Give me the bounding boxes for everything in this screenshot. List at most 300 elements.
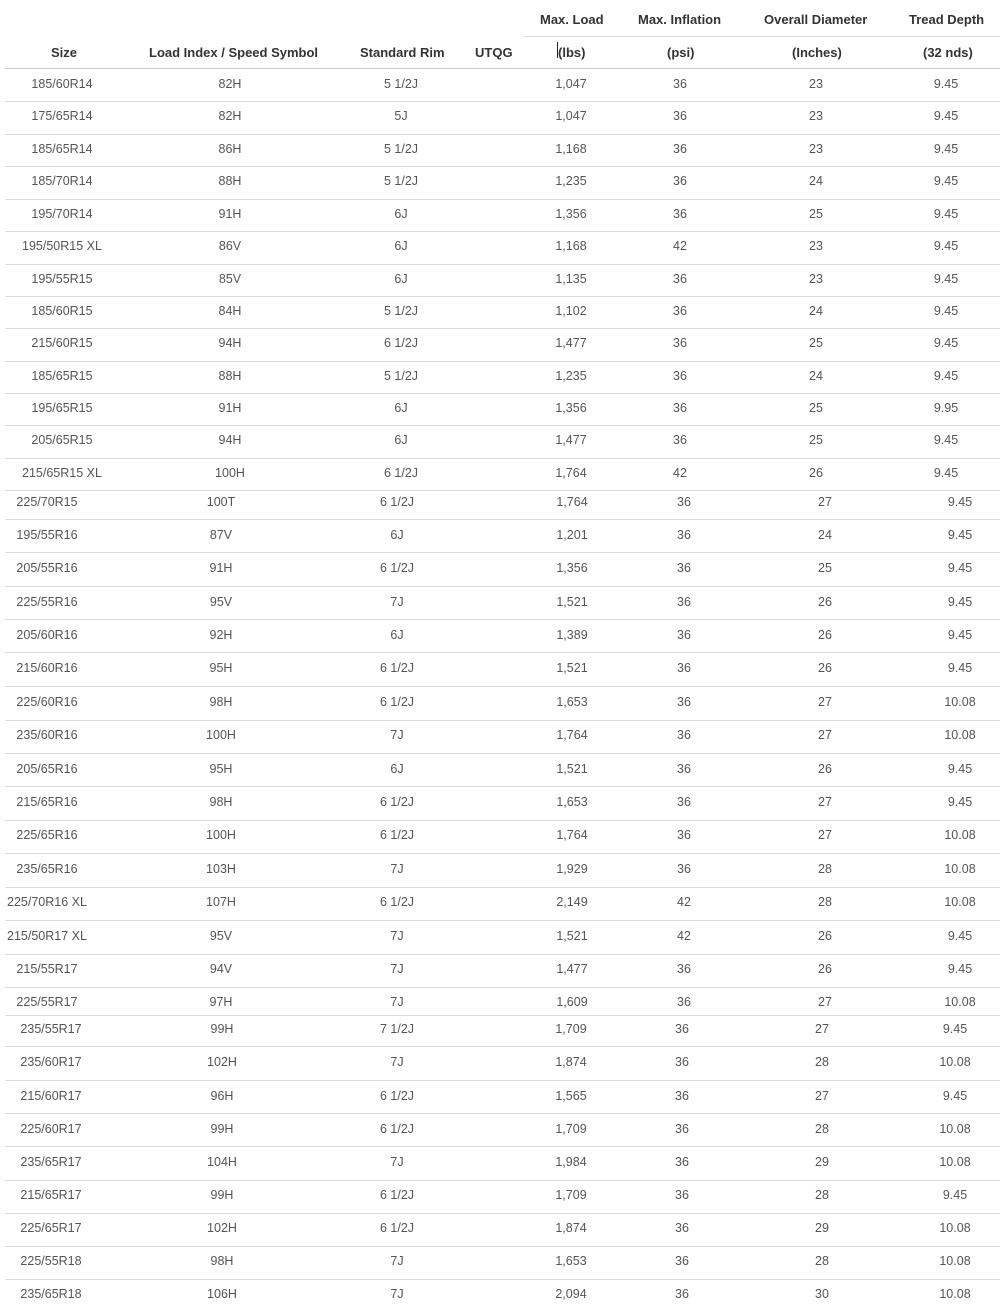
cell-diameter: 29: [815, 1221, 829, 1235]
cell-max-load: 1,477: [555, 336, 587, 350]
cell-max-load: 2,149: [556, 895, 588, 909]
cell-tread-depth: 9.45: [947, 528, 973, 542]
cell-load-index: 95V: [209, 595, 233, 609]
row-divider: [5, 1015, 1000, 1016]
cell-size: 225/55R18: [20, 1254, 82, 1268]
row-divider: [5, 954, 1000, 955]
cell-rim: 6J: [390, 628, 404, 642]
cell-max-load: 1,521: [556, 595, 588, 609]
cell-tread-depth: 9.45: [933, 109, 959, 123]
cell-max-load: 1,356: [555, 401, 587, 415]
cell-tread-depth: 9.45: [933, 433, 959, 447]
cell-diameter: 27: [818, 728, 832, 742]
cell-diameter: 28: [815, 1055, 829, 1069]
cell-max-inflation: 36: [677, 628, 691, 642]
cell-diameter: 26: [818, 929, 832, 943]
cell-rim: 6 1/2J: [379, 661, 415, 675]
cell-load-index: 99H: [210, 1022, 234, 1036]
row-divider: [5, 786, 1000, 787]
cell-max-inflation: 36: [673, 304, 687, 318]
cell-size: 215/60R16: [16, 661, 78, 675]
cell-rim: 5 1/2J: [383, 174, 419, 188]
cell-load-index: 94H: [218, 433, 242, 447]
cell-diameter: 28: [818, 895, 832, 909]
cell-max-inflation: 36: [675, 1155, 689, 1169]
cell-tread-depth: 10.08: [944, 862, 976, 876]
cell-max-load: 2,094: [555, 1287, 587, 1301]
cell-tread-depth: 9.45: [947, 561, 973, 575]
cell-size: 235/60R17: [20, 1055, 82, 1069]
cell-tread-depth: 9.95: [933, 401, 959, 415]
header-utqg: UTQG: [475, 45, 513, 60]
row-divider: [5, 1279, 1000, 1280]
cell-rim: 7J: [390, 862, 404, 876]
cell-size: 195/70R14: [31, 207, 93, 221]
cell-max-inflation: 36: [677, 728, 691, 742]
cell-max-inflation: 36: [677, 962, 691, 976]
cell-load-index: 103H: [206, 862, 236, 876]
row-divider: [5, 1080, 1000, 1081]
cell-tread-depth: 9.45: [933, 77, 959, 91]
cell-max-load: 1,047: [555, 77, 587, 91]
cell-max-load: 1,102: [555, 304, 587, 318]
cell-size: 195/55R15: [31, 272, 93, 286]
cell-max-inflation: 36: [673, 369, 687, 383]
cell-rim: 5 1/2J: [383, 304, 419, 318]
cell-max-load: 1,764: [556, 728, 588, 742]
cell-rim: 6J: [390, 762, 404, 776]
cell-load-index: 91H: [218, 401, 242, 415]
row-divider: [5, 199, 1000, 200]
cell-load-index: 95H: [209, 762, 233, 776]
cell-size: 175/65R14: [31, 109, 93, 123]
cell-rim: 6 1/2J: [379, 795, 415, 809]
header-overall-diameter-unit: (Inches): [792, 45, 842, 60]
cell-rim: 6 1/2J: [379, 1122, 415, 1136]
cell-diameter: 23: [809, 272, 823, 286]
cell-max-load: 1,709: [555, 1022, 587, 1036]
cell-tread-depth: 9.45: [947, 628, 973, 642]
row-divider: [5, 586, 1000, 587]
cell-diameter: 25: [818, 561, 832, 575]
cell-load-index: 107H: [206, 895, 236, 909]
cell-load-index: 99H: [210, 1188, 234, 1202]
cell-size: 235/60R16: [16, 728, 78, 742]
header-size: Size: [51, 45, 78, 60]
cell-size: 235/55R17: [20, 1022, 82, 1036]
cell-diameter: 27: [815, 1089, 829, 1103]
cell-max-inflation: 36: [677, 495, 691, 509]
cell-max-inflation: 36: [677, 561, 691, 575]
cell-rim: 6 1/2J: [379, 1089, 415, 1103]
cell-tread-depth: 9.45: [933, 336, 959, 350]
row-divider: [5, 166, 1000, 167]
cell-tread-depth: 9.45: [942, 1022, 968, 1036]
cell-max-inflation: 36: [675, 1055, 689, 1069]
cell-size: 225/55R16: [16, 595, 78, 609]
cell-rim: 6 1/2J: [379, 695, 415, 709]
cell-rim: 7J: [390, 1155, 404, 1169]
cell-diameter: 28: [818, 862, 832, 876]
cell-max-inflation: 36: [677, 695, 691, 709]
cell-tread-depth: 10.08: [944, 695, 976, 709]
cell-max-load: 1,477: [555, 433, 587, 447]
cell-max-load: 1,764: [556, 828, 588, 842]
cell-load-index: 85V: [218, 272, 242, 286]
cell-diameter: 27: [818, 995, 832, 1009]
cell-load-index: 100H: [215, 466, 245, 480]
cell-rim: 6 1/2J: [379, 1188, 415, 1202]
row-divider: [5, 490, 1000, 491]
row-divider: [5, 264, 1000, 265]
cell-load-index: 91H: [209, 561, 233, 575]
row-divider: [5, 686, 1000, 687]
cell-load-index: 96H: [210, 1089, 234, 1103]
row-divider: [5, 296, 1000, 297]
cell-max-inflation: 36: [673, 174, 687, 188]
header-max-inflation: Max. Inflation: [638, 12, 722, 27]
cell-max-load: 1,521: [556, 929, 588, 943]
cell-tread-depth: 9.45: [947, 495, 973, 509]
cell-max-inflation: 36: [673, 433, 687, 447]
cell-load-index: 87V: [209, 528, 233, 542]
cell-size: 185/65R14: [31, 142, 93, 156]
cell-max-inflation: 42: [677, 929, 691, 943]
cell-load-index: 91H: [218, 207, 242, 221]
cell-max-inflation: 36: [677, 862, 691, 876]
cell-size: 195/55R16: [16, 528, 78, 542]
row-divider: [5, 1180, 1000, 1181]
row-divider: [5, 458, 1000, 459]
cell-rim: 6 1/2J: [379, 495, 415, 509]
cell-max-inflation: 36: [675, 1287, 689, 1301]
cell-load-index: 98H: [209, 795, 233, 809]
header-max-load-unit: (lbs): [558, 45, 586, 60]
cell-load-index: 95V: [209, 929, 233, 943]
row-divider: [5, 425, 1000, 426]
cell-rim: 6J: [390, 528, 404, 542]
cell-max-inflation: 36: [673, 401, 687, 415]
cell-diameter: 25: [809, 433, 823, 447]
cell-rim: 6 1/2J: [383, 336, 419, 350]
cell-tread-depth: 9.45: [947, 795, 973, 809]
cell-tread-depth: 10.08: [939, 1221, 971, 1235]
row-divider: [5, 1046, 1000, 1047]
cell-max-load: 1,609: [556, 995, 588, 1009]
cell-max-load: 1,653: [556, 795, 588, 809]
cell-diameter: 28: [815, 1122, 829, 1136]
cell-max-inflation: 42: [677, 895, 691, 909]
header-tread-depth-unit: (32 nds): [923, 45, 973, 60]
cell-rim: 5J: [394, 109, 408, 123]
cell-max-load: 1,135: [555, 272, 587, 286]
cell-load-index: 82H: [218, 109, 242, 123]
cell-tread-depth: 9.45: [933, 369, 959, 383]
row-divider: [5, 720, 1000, 721]
cell-diameter: 26: [818, 595, 832, 609]
cell-max-load: 1,709: [555, 1122, 587, 1136]
cell-size: 225/70R16 XL: [7, 895, 87, 909]
cell-diameter: 25: [809, 207, 823, 221]
cell-max-load: 1,565: [555, 1089, 587, 1103]
cell-diameter: 25: [809, 401, 823, 415]
cell-max-inflation: 36: [677, 995, 691, 1009]
cell-load-index: 100T: [206, 495, 236, 509]
cell-max-load: 1,764: [556, 495, 588, 509]
cell-rim: 6J: [394, 401, 408, 415]
cell-tread-depth: 10.08: [939, 1122, 971, 1136]
cell-load-index: 98H: [210, 1254, 234, 1268]
cell-rim: 6 1/2J: [383, 466, 419, 480]
cell-tread-depth: 9.45: [933, 142, 959, 156]
cell-tread-depth: 10.08: [939, 1155, 971, 1169]
cell-tread-depth: 9.45: [947, 962, 973, 976]
row-divider: [5, 987, 1000, 988]
cell-max-load: 1,929: [556, 862, 588, 876]
cell-max-inflation: 36: [677, 795, 691, 809]
cell-size: 215/60R15: [31, 336, 93, 350]
header-max-inflation-unit: (psi): [667, 45, 695, 60]
cell-tread-depth: 9.45: [947, 929, 973, 943]
row-divider: [5, 1113, 1000, 1114]
header-group-divider: [523, 36, 1000, 37]
cell-size: 185/70R14: [31, 174, 93, 188]
cell-max-inflation: 36: [677, 528, 691, 542]
text-caret: [557, 42, 558, 58]
cell-diameter: 26: [809, 466, 823, 480]
cell-size: 225/55R17: [16, 995, 78, 1009]
cell-max-inflation: 36: [675, 1089, 689, 1103]
cell-tread-depth: 9.45: [933, 304, 959, 318]
cell-max-inflation: 36: [677, 762, 691, 776]
row-divider: [5, 920, 1000, 921]
cell-max-inflation: 36: [673, 336, 687, 350]
cell-diameter: 25: [809, 336, 823, 350]
cell-tread-depth: 10.08: [944, 728, 976, 742]
cell-rim: 7 1/2J: [379, 1022, 415, 1036]
cell-diameter: 26: [818, 628, 832, 642]
cell-load-index: 88H: [218, 174, 242, 188]
cell-max-load: 1,653: [556, 695, 588, 709]
row-divider: [5, 1146, 1000, 1147]
cell-rim: 7J: [390, 929, 404, 943]
cell-size: 185/60R14: [31, 77, 93, 91]
header-load-index: Load Index / Speed Symbol: [149, 45, 319, 60]
cell-rim: 7J: [390, 728, 404, 742]
cell-diameter: 28: [815, 1254, 829, 1268]
header-max-load: Max. Load: [540, 12, 604, 27]
cell-max-inflation: 36: [677, 661, 691, 675]
cell-load-index: 100H: [206, 728, 236, 742]
cell-load-index: 86V: [218, 239, 242, 253]
row-divider: [5, 619, 1000, 620]
cell-tread-depth: 10.08: [939, 1254, 971, 1268]
cell-rim: 7J: [390, 962, 404, 976]
cell-rim: 7J: [390, 995, 404, 1009]
cell-max-load: 1,235: [555, 174, 587, 188]
cell-diameter: 26: [818, 962, 832, 976]
cell-tread-depth: 9.45: [947, 762, 973, 776]
cell-max-inflation: 36: [673, 109, 687, 123]
cell-diameter: 27: [818, 695, 832, 709]
cell-size: 215/55R17: [16, 962, 78, 976]
row-divider: [5, 887, 1000, 888]
cell-size: 215/50R17 XL: [7, 929, 87, 943]
cell-max-load: 1,764: [555, 466, 587, 480]
cell-max-load: 1,653: [555, 1254, 587, 1268]
cell-diameter: 27: [818, 795, 832, 809]
cell-size: 235/65R18: [20, 1287, 82, 1301]
header-overall-diameter: Overall Diameter: [764, 12, 868, 27]
cell-size: 195/65R15: [31, 401, 93, 415]
cell-load-index: 88H: [218, 369, 242, 383]
cell-diameter: 23: [809, 239, 823, 253]
cell-tread-depth: 10.08: [944, 995, 976, 1009]
cell-max-load: 1,984: [555, 1155, 587, 1169]
row-divider: [5, 361, 1000, 362]
cell-max-inflation: 36: [675, 1122, 689, 1136]
cell-load-index: 84H: [218, 304, 242, 318]
cell-tread-depth: 10.08: [944, 895, 976, 909]
cell-size: 225/65R16: [16, 828, 78, 842]
row-divider: [5, 328, 1000, 329]
row-divider: [5, 753, 1000, 754]
cell-diameter: 29: [815, 1155, 829, 1169]
cell-max-load: 1,168: [555, 142, 587, 156]
cell-rim: 6J: [394, 272, 408, 286]
cell-tread-depth: 9.45: [933, 466, 959, 480]
cell-size: 235/65R17: [20, 1155, 82, 1169]
cell-diameter: 23: [809, 142, 823, 156]
cell-diameter: 26: [818, 762, 832, 776]
cell-rim: 7J: [390, 1055, 404, 1069]
cell-max-inflation: 36: [677, 595, 691, 609]
cell-tread-depth: 9.45: [933, 174, 959, 188]
cell-max-load: 1,874: [555, 1055, 587, 1069]
cell-max-load: 1,874: [555, 1221, 587, 1235]
cell-tread-depth: 9.45: [933, 207, 959, 221]
cell-tread-depth: 10.08: [944, 828, 976, 842]
cell-load-index: 82H: [218, 77, 242, 91]
cell-max-load: 1,168: [555, 239, 587, 253]
cell-size: 185/60R15: [31, 304, 93, 318]
cell-max-inflation: 36: [673, 142, 687, 156]
cell-max-load: 1,389: [556, 628, 588, 642]
cell-tread-depth: 9.45: [933, 239, 959, 253]
cell-size: 225/65R17: [20, 1221, 82, 1235]
cell-max-load: 1,477: [556, 962, 588, 976]
cell-load-index: 92H: [209, 628, 233, 642]
cell-size: 225/70R15: [16, 495, 78, 509]
cell-load-index: 86H: [218, 142, 242, 156]
cell-diameter: 23: [809, 109, 823, 123]
cell-tread-depth: 10.08: [939, 1287, 971, 1301]
cell-size: 205/65R15: [31, 433, 93, 447]
cell-rim: 7J: [390, 1254, 404, 1268]
row-divider: [5, 134, 1000, 135]
cell-max-load: 1,356: [556, 561, 588, 575]
cell-rim: 6 1/2J: [379, 1221, 415, 1235]
cell-size: 215/65R16: [16, 795, 78, 809]
cell-size: 185/65R15: [31, 369, 93, 383]
cell-diameter: 24: [809, 304, 823, 318]
cell-load-index: 104H: [207, 1155, 237, 1169]
cell-load-index: 94H: [218, 336, 242, 350]
cell-rim: 6J: [394, 207, 408, 221]
cell-diameter: 27: [818, 828, 832, 842]
cell-load-index: 94V: [209, 962, 233, 976]
cell-max-inflation: 36: [673, 77, 687, 91]
cell-size: 195/50R15 XL: [22, 239, 102, 253]
cell-max-inflation: 36: [675, 1254, 689, 1268]
cell-rim: 5 1/2J: [383, 369, 419, 383]
cell-max-load: 1,521: [556, 762, 588, 776]
row-divider: [5, 552, 1000, 553]
cell-tread-depth: 9.45: [933, 272, 959, 286]
cell-rim: 5 1/2J: [383, 77, 419, 91]
cell-diameter: 24: [818, 528, 832, 542]
cell-size: 215/65R17: [20, 1188, 82, 1202]
cell-max-load: 1,047: [555, 109, 587, 123]
cell-size: 235/65R16: [16, 862, 78, 876]
cell-rim: 7J: [390, 595, 404, 609]
cell-size: 215/65R15 XL: [22, 466, 102, 480]
cell-max-load: 1,356: [555, 207, 587, 221]
cell-max-load: 1,521: [556, 661, 588, 675]
cell-max-inflation: 36: [675, 1188, 689, 1202]
cell-load-index: 97H: [209, 995, 233, 1009]
cell-size: 225/60R17: [20, 1122, 82, 1136]
row-divider: [5, 519, 1000, 520]
cell-load-index: 98H: [209, 695, 233, 709]
row-divider: [5, 393, 1000, 394]
row-divider: [5, 853, 1000, 854]
cell-diameter: 24: [809, 369, 823, 383]
cell-max-load: 1,235: [555, 369, 587, 383]
cell-diameter: 23: [809, 77, 823, 91]
cell-rim: 5 1/2J: [383, 142, 419, 156]
cell-rim: 6 1/2J: [379, 828, 415, 842]
cell-max-inflation: 42: [673, 466, 687, 480]
cell-max-inflation: 42: [673, 239, 687, 253]
cell-rim: 6 1/2J: [379, 895, 415, 909]
cell-tread-depth: 9.45: [942, 1089, 968, 1103]
row-divider: [5, 1246, 1000, 1247]
cell-rim: 6J: [394, 239, 408, 253]
row-divider: [5, 820, 1000, 821]
cell-load-index: 106H: [207, 1287, 237, 1301]
header-standard-rim: Standard Rim: [360, 45, 445, 60]
cell-diameter: 28: [815, 1188, 829, 1202]
cell-diameter: 30: [815, 1287, 829, 1301]
cell-tread-depth: 9.45: [947, 595, 973, 609]
cell-rim: 6J: [394, 433, 408, 447]
cell-max-load: 1,201: [556, 528, 588, 542]
cell-load-index: 102H: [207, 1221, 237, 1235]
cell-diameter: 26: [818, 661, 832, 675]
header-bottom-border: [5, 68, 1000, 69]
cell-tread-depth: 10.08: [939, 1055, 971, 1069]
cell-diameter: 27: [818, 495, 832, 509]
cell-max-inflation: 36: [675, 1221, 689, 1235]
row-divider: [5, 1213, 1000, 1214]
cell-size: 205/65R16: [16, 762, 78, 776]
cell-max-inflation: 36: [673, 207, 687, 221]
cell-rim: 6 1/2J: [379, 561, 415, 575]
cell-rim: 7J: [390, 1287, 404, 1301]
cell-load-index: 100H: [206, 828, 236, 842]
cell-size: 225/60R16: [16, 695, 78, 709]
